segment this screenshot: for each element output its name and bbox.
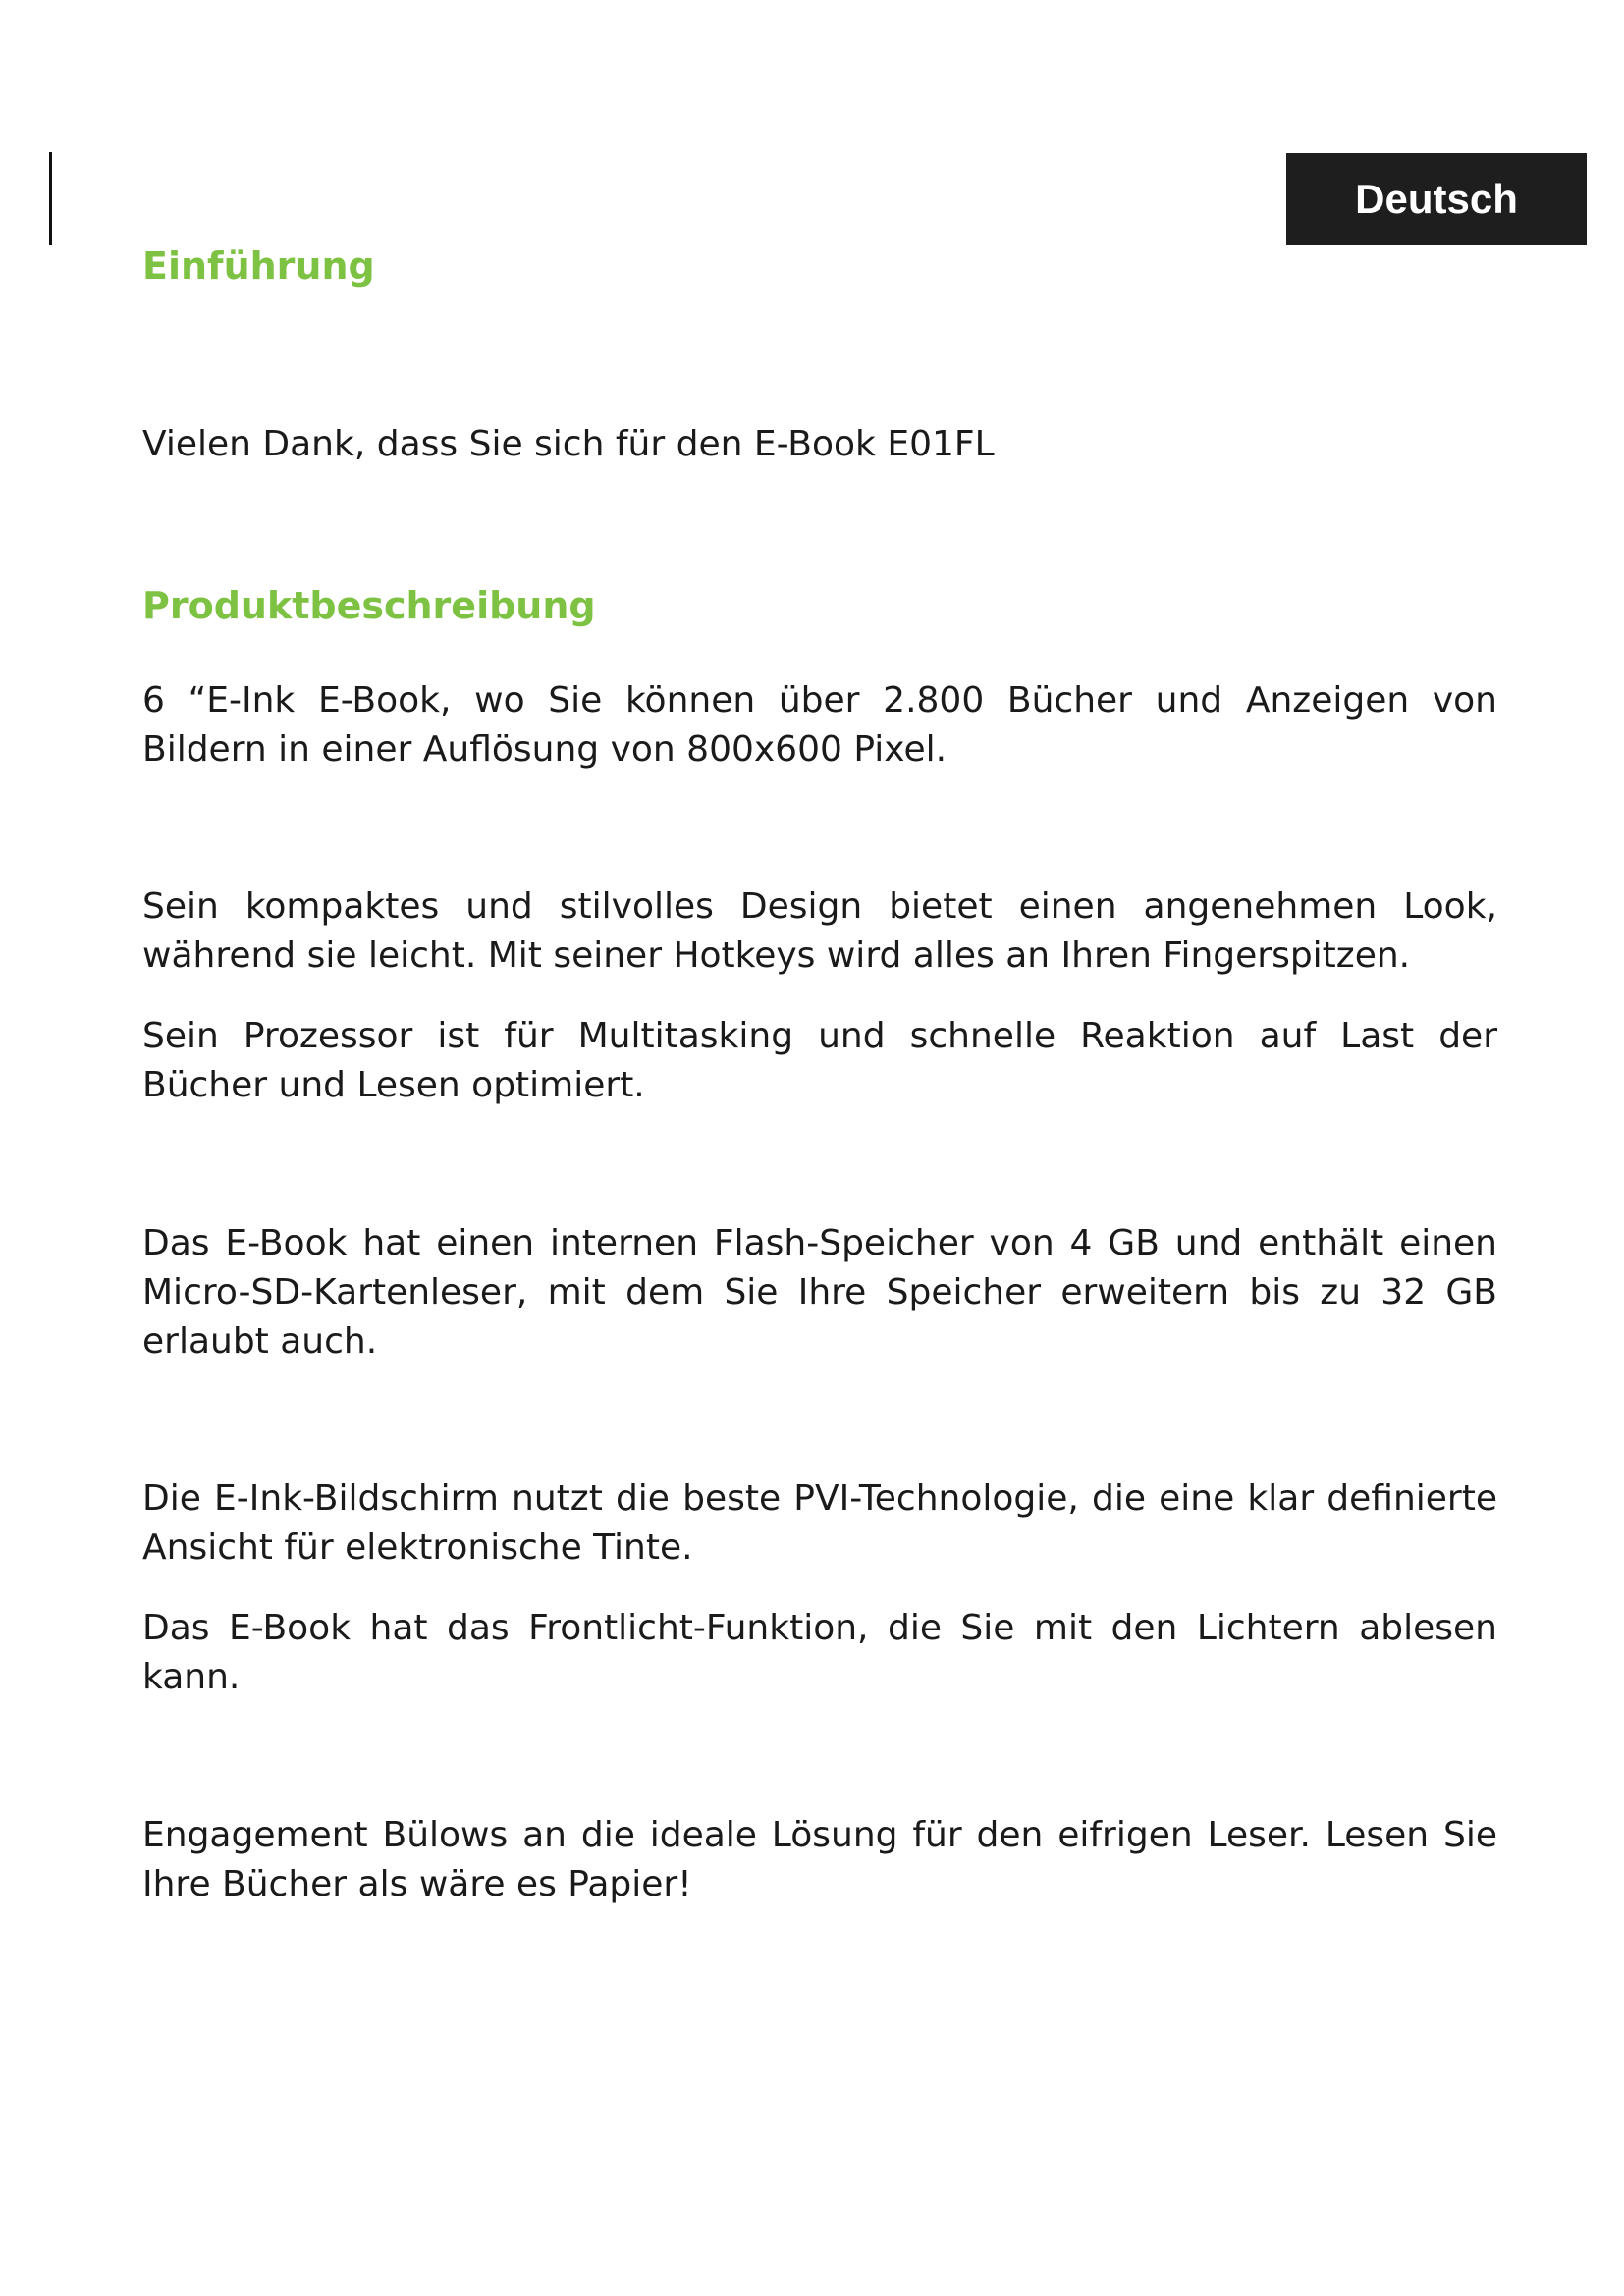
language-tab-label: Deutsch: [1355, 176, 1518, 222]
paragraph-frontlight: Das E-Book hat das Frontlicht-Funktion, die Sie mit den Lichtern ablesen kann.: [142, 1608, 1497, 1697]
product-heading: Produktbeschreibung: [142, 584, 596, 627]
intro-heading: Einführung: [142, 244, 375, 288]
paragraph-processor: Sein Prozessor ist für Multitasking und schnelle Reaktion auf Last der Bücher und Lesen optimiert.: [142, 1016, 1497, 1105]
paragraph-closing: Engagement Bülows an die ideale Lösung für den eifrigen Leser. Lesen Sie Ihre Bücher als wäre es Papier!: [142, 1815, 1497, 1904]
paragraph-resolution: 6 “E-Ink E-Book, wo Sie können über 2.800 Bücher und Anzeigen von Bildern in einer Auflösung von 800x600 Pixel.: [142, 680, 1497, 770]
intro-text: Vielen Dank, dass Sie sich für den E-Book E01FL: [142, 424, 995, 464]
paragraph-storage: Das E-Book hat einen internen Flash-Speicher von 4 GB und enthält einen Micro-SD-Kartenleser, mit dem Sie Ihre Speicher erweitern bis zu 32 GB erlaubt auch.: [142, 1223, 1497, 1362]
margin-bar: [49, 152, 52, 245]
language-tab: [1286, 153, 1587, 245]
paragraph-display: Die E-Ink-Bildschirm nutzt die beste PVI-Technologie, die eine klar definierte Ansicht für elektronische Tinte.: [142, 1478, 1497, 1568]
paragraph-design: Sein kompaktes und stilvolles Design bietet einen angenehmen Look, während sie leicht. Mit seiner Hotkeys wird alles an Ihren Fingerspitzen.: [142, 886, 1497, 976]
